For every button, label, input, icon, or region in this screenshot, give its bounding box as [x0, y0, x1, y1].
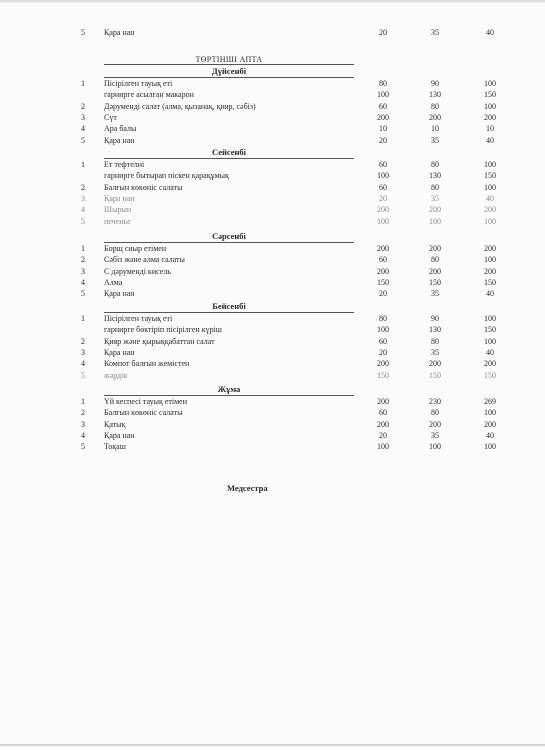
portion-value-2: 35: [431, 193, 439, 203]
menu-row: [0, 277, 545, 289]
portion-value-2: 200: [429, 359, 441, 369]
portion-value-1: 20: [379, 347, 387, 357]
dish-name: Дәруменді салат (алма, қызанақ, қияр, сәбіз): [104, 101, 256, 111]
portion-value-2: 200: [429, 266, 441, 276]
portion-value-3: 40: [486, 135, 494, 145]
dish-name: Қара нан: [104, 430, 135, 440]
menu-row: [0, 89, 545, 101]
menu-row: [0, 193, 545, 205]
portion-value-2: 150: [429, 370, 441, 380]
menu-row: [0, 78, 545, 90]
portion-value-2: 200: [429, 205, 441, 215]
portion-value-3: 100: [484, 442, 496, 452]
top-row: [0, 27, 545, 39]
menu-row: [0, 254, 545, 266]
dish-name: Сәбіз және алма салаты: [104, 255, 185, 265]
dish-name: гарнирге асылған макарон: [104, 90, 194, 100]
menu-row: [0, 170, 545, 182]
portion-value-2: 35: [431, 289, 439, 299]
menu-row: [0, 347, 545, 359]
dish-name: Борщ сиыр етімен: [104, 244, 167, 253]
dish-name: Шырын: [104, 205, 132, 215]
dish-name: Пісірілген тауық еті: [104, 314, 173, 323]
row-number: 5: [81, 442, 85, 452]
menu-row: [0, 266, 545, 278]
menu-row: [0, 407, 545, 419]
portion-value-3: 40: [486, 430, 494, 440]
dish-name: Алма: [104, 277, 123, 287]
portion-value-2: 80: [431, 408, 439, 418]
portion-value-2: 35: [431, 347, 439, 357]
menu-row: [0, 336, 545, 348]
portion-value-1: 100: [377, 325, 389, 335]
dish-name: Ет тефтелиі: [104, 160, 145, 169]
menu-row: [0, 243, 545, 255]
menu-row: [0, 216, 545, 228]
dish-name: Қара нан: [104, 347, 135, 357]
portion-value-3: 40: [486, 289, 494, 299]
scan-top-edge: [0, 0, 545, 3]
portion-value-1: 200: [377, 397, 389, 406]
row-number: 1: [81, 244, 85, 253]
portion-value-3: 150: [484, 370, 496, 380]
portion-value-1: 60: [379, 182, 387, 192]
dish-name: Ара балы: [104, 124, 137, 134]
row-number: 2: [81, 255, 85, 265]
menu-row: [0, 324, 545, 336]
portion-value-3: 150: [484, 277, 496, 287]
portion-value-1: 20: [379, 289, 387, 299]
nurse-label: Медсестра: [227, 483, 268, 493]
portion-value-3: 100: [484, 79, 496, 88]
portion-value-2: 80: [431, 101, 439, 111]
portion-value-2: 80: [431, 182, 439, 192]
menu-row: [0, 430, 545, 442]
portion-value-1: 100: [377, 216, 389, 226]
portion-value-3: 100: [484, 160, 496, 169]
portion-value-1: 10: [379, 124, 387, 134]
portion-value-2: 35: [431, 28, 439, 37]
portion-value-1: 20: [379, 135, 387, 145]
portion-value-2: 90: [431, 79, 439, 88]
dish-name: печенье: [104, 216, 131, 226]
day-title: Бейсенбі: [212, 301, 246, 311]
portion-value-1: 60: [379, 408, 387, 418]
row-number: 4: [81, 277, 85, 287]
day-title: Сәрсенбі: [212, 231, 246, 241]
portion-value-2: 10: [431, 124, 439, 134]
portion-value-3: 40: [486, 28, 494, 37]
row-number: 4: [81, 124, 85, 134]
dish-name: Қара нан: [104, 28, 135, 37]
menu-row: [0, 101, 545, 113]
portion-value-3: 100: [484, 408, 496, 418]
dish-name: гарнирге бытырап піскен қарақұмық: [104, 171, 229, 181]
row-number: 3: [81, 347, 85, 357]
portion-value-1: 200: [377, 112, 389, 122]
menu-row: [0, 441, 545, 453]
portion-value-1: 60: [379, 336, 387, 346]
row-number: 2: [81, 408, 85, 418]
dish-name: С дәруменді кисель: [104, 266, 171, 276]
portion-value-3: 40: [486, 193, 494, 203]
row-number: 5: [81, 28, 85, 37]
portion-value-1: 20: [379, 430, 387, 440]
row-number: 4: [81, 205, 85, 215]
portion-value-2: 230: [429, 397, 441, 406]
portion-value-2: 90: [431, 314, 439, 323]
portion-value-1: 200: [377, 359, 389, 369]
portion-value-1: 60: [379, 255, 387, 265]
portion-value-3: 100: [484, 336, 496, 346]
menu-row: [0, 135, 545, 147]
dish-name: Балғын көкөніс салаты: [104, 408, 183, 418]
portion-value-3: 200: [484, 244, 496, 253]
portion-value-1: 150: [377, 370, 389, 380]
portion-value-3: 100: [484, 314, 496, 323]
portion-value-1: 200: [377, 419, 389, 429]
portion-value-1: 80: [379, 314, 387, 323]
portion-value-2: 80: [431, 255, 439, 265]
dish-name: Сүт: [104, 112, 117, 122]
menu-row: [0, 370, 545, 382]
dish-name: Қара нан: [104, 135, 135, 145]
menu-row: [0, 396, 545, 408]
portion-value-2: 130: [429, 171, 441, 181]
dish-name: Қара нан: [104, 289, 135, 299]
portion-value-2: 80: [431, 160, 439, 169]
menu-row: [0, 313, 545, 325]
menu-row: [0, 204, 545, 216]
portion-value-3: 200: [484, 419, 496, 429]
row-number: 1: [81, 314, 85, 323]
row-number: 5: [81, 135, 85, 145]
menu-row: [0, 288, 545, 300]
row-number: 3: [81, 419, 85, 429]
portion-value-3: 200: [484, 112, 496, 122]
dish-name: Компот балғын жемістен: [104, 359, 190, 369]
portion-value-3: 150: [484, 325, 496, 335]
row-number: 2: [81, 182, 85, 192]
portion-value-1: 60: [379, 160, 387, 169]
portion-value-3: 100: [484, 182, 496, 192]
portion-value-3: 200: [484, 359, 496, 369]
portion-value-3: 200: [484, 205, 496, 215]
portion-value-2: 200: [429, 419, 441, 429]
day-title: Сейсенбі: [211, 147, 247, 157]
dish-name: Қатық: [104, 419, 126, 429]
portion-value-3: 100: [484, 255, 496, 265]
portion-value-3: 10: [486, 124, 494, 134]
portion-value-2: 100: [429, 216, 441, 226]
row-number: 1: [81, 397, 85, 406]
dish-name: жәрдік: [104, 370, 128, 380]
portion-value-1: 20: [379, 28, 387, 37]
portion-value-1: 100: [377, 90, 389, 100]
row-number: 5: [81, 289, 85, 299]
dish-name: Қияр және қырыққабаттан салат: [104, 336, 215, 346]
portion-value-2: 200: [429, 244, 441, 253]
dish-name: Пісірілген тауық еті: [104, 79, 173, 88]
portion-value-2: 200: [429, 112, 441, 122]
day-title: Дүйсенбі: [211, 66, 247, 76]
portion-value-3: 150: [484, 90, 496, 100]
menu-row: [0, 159, 545, 171]
row-number: 1: [81, 160, 85, 169]
dish-name: Тоқаш: [104, 442, 126, 452]
row-number: 4: [81, 359, 85, 369]
row-number: 3: [81, 266, 85, 276]
portion-value-1: 200: [377, 244, 389, 253]
row-number: 5: [81, 370, 85, 380]
portion-value-3: 100: [484, 101, 496, 111]
dish-name: Балғын көкөніс салаты: [104, 182, 183, 192]
portion-value-2: 130: [429, 90, 441, 100]
row-number: 4: [81, 430, 85, 440]
portion-value-2: 150: [429, 277, 441, 287]
portion-value-3: 269: [484, 397, 496, 406]
portion-value-1: 100: [377, 171, 389, 181]
menu-row: [0, 419, 545, 431]
portion-value-2: 130: [429, 325, 441, 335]
row-number: 1: [81, 79, 85, 88]
row-number: 2: [81, 101, 85, 111]
menu-row: [0, 182, 545, 194]
portion-value-1: 150: [377, 277, 389, 287]
row-number: 3: [81, 112, 85, 122]
day-title: Жұма: [217, 384, 241, 394]
row-number: 5: [81, 216, 85, 226]
scan-bottom-edge: [0, 744, 545, 746]
portion-value-2: 35: [431, 430, 439, 440]
portion-value-1: 60: [379, 101, 387, 111]
portion-value-1: 80: [379, 79, 387, 88]
menu-row: [0, 123, 545, 135]
dish-name: гарнирге бөктіріп пісірілген күріш: [104, 325, 222, 335]
menu-row: [0, 358, 545, 370]
portion-value-2: 100: [429, 442, 441, 452]
row-number: 3: [81, 193, 85, 203]
portion-value-3: 100: [484, 216, 496, 226]
portion-value-1: 20: [379, 193, 387, 203]
portion-value-1: 200: [377, 205, 389, 215]
menu-row: [0, 112, 545, 124]
portion-value-3: 200: [484, 266, 496, 276]
dish-name: Қара нан: [104, 193, 135, 203]
week-title-rule: [104, 64, 354, 65]
portion-value-3: 40: [486, 347, 494, 357]
portion-value-2: 35: [431, 135, 439, 145]
portion-value-1: 200: [377, 266, 389, 276]
week-title: ТӨРТІНШІ АПТА: [195, 55, 263, 64]
row-number: 2: [81, 336, 85, 346]
portion-value-1: 100: [377, 442, 389, 452]
portion-value-3: 150: [484, 171, 496, 181]
portion-value-2: 80: [431, 336, 439, 346]
dish-name: Үй кеспесі тауық етімен: [104, 397, 188, 406]
